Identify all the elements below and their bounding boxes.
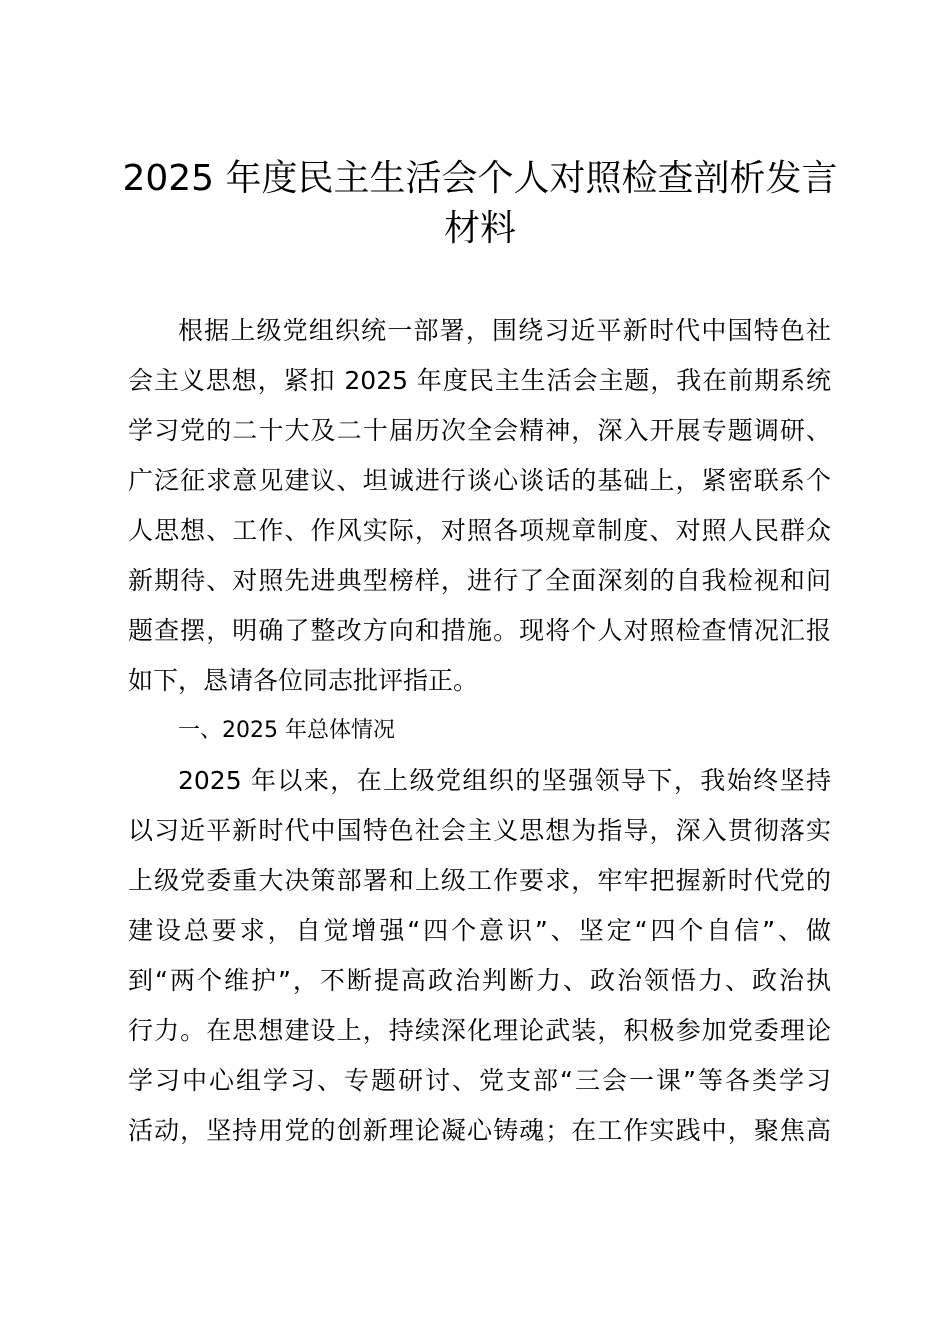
paragraph-line: 广泛征求意见建议、坦诚进行谈心谈话的基础上，紧密联系个	[128, 466, 831, 495]
paragraph-line: 学习中心组学习、专题研讨、党支部“三会一课”等各类学习	[128, 1066, 831, 1095]
paragraph-line: 根据上级党组织统一部署，围绕习近平新时代中国特色社	[178, 316, 831, 345]
section-heading: 一、2025 年总体情况	[178, 718, 395, 743]
title-line-1: 2025 年度民主生活会个人对照检查剖析发言	[122, 158, 838, 199]
section-heading-block	[128, 706, 831, 756]
paragraph-line: 人思想、工作、作风实际，对照各项规章制度、对照人民群众	[128, 516, 831, 545]
paragraph-line: 如下，恳请各位同志批评指正。	[128, 666, 479, 695]
document-title	[110, 154, 850, 254]
section-paragraph	[128, 756, 831, 1156]
paragraph-line: 2025 年以来，在上级党组织的坚强领导下，我始终坚持	[178, 766, 831, 795]
paragraph-line: 新期待、对照先进典型榜样，进行了全面深刻的自我检视和问	[128, 566, 831, 595]
paragraph-line: 题查摆，明确了整改方向和措施。现将个人对照检查情况汇报	[128, 616, 831, 645]
paragraph-line: 上级党委重大决策部署和上级工作要求，牢牢把握新时代党的	[128, 866, 831, 895]
paragraph-line: 行力。在思想建设上，持续深化理论武装，积极参加党委理论	[128, 1016, 831, 1045]
paragraph-line: 会主义思想，紧扣 2025 年度民主生活会主题，我在前期系统	[128, 366, 831, 395]
paragraph-line: 到“两个维护”，不断提高政治判断力、政治领悟力、政治执	[128, 966, 831, 995]
intro-paragraph	[128, 306, 831, 706]
title-line-2: 材料	[443, 208, 516, 249]
paragraph-line: 学习党的二十大及二十届历次全会精神，深入开展专题调研、	[128, 416, 831, 445]
paragraph-line: 以习近平新时代中国特色社会主义思想为指导，深入贯彻落实	[128, 816, 831, 845]
paragraph-line: 活动，坚持用党的创新理论凝心铸魂；在工作实践中，聚焦高	[128, 1116, 831, 1145]
paragraph-line: 建设总要求，自觉增强“四个意识”、坚定“四个自信”、做	[128, 916, 831, 945]
